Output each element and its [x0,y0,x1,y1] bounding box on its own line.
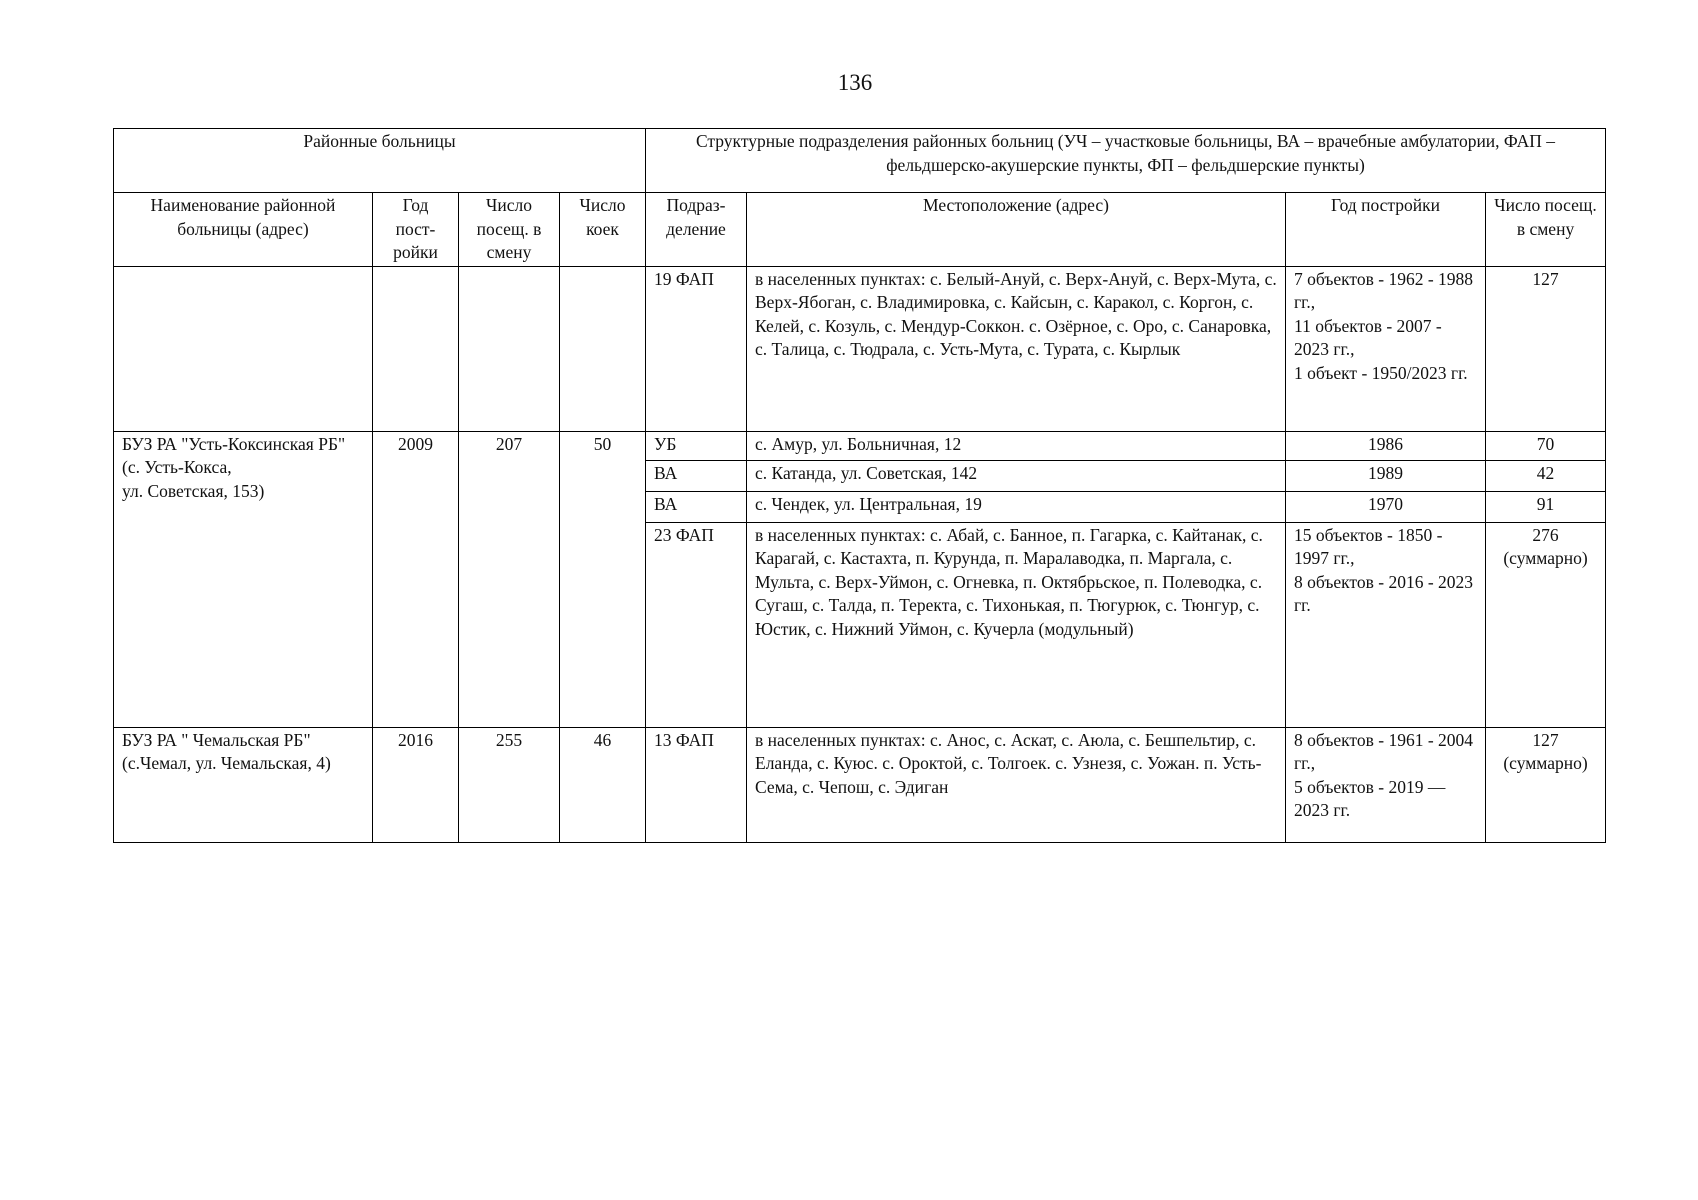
unit-year-cell: 8 объектов - 1961 - 2004 гг., 5 объектов - 2019 — 2023 гг. [1286,727,1486,842]
unit-year-cell: 1970 [1286,491,1486,522]
column-header-unit-build-year: Год постройки [1286,193,1486,267]
hospital-visits-cell: 207 [459,431,560,727]
unit-visits-cell: 70 [1486,431,1606,460]
unit-cell: 23 ФАП [646,522,747,727]
table-row [114,727,1606,842]
unit-year-cell: 1989 [1286,460,1486,491]
hospital-visits-cell [459,266,560,431]
column-header-build-year: Год пост-ройки [373,193,459,267]
group-header-district-hospitals: Районные больницы [114,129,646,193]
column-header-visits: Число посещ. в смену [459,193,560,267]
group-header-structural-units: Структурные подразделения районных больниц (УЧ – участковые больницы, ВА – врачебные амбулатории, ФАП – фельдшерско-акушерские пункты, ФП – фельдшерские пункты) [646,129,1606,193]
column-header-unit-visits: Число посещ. в смену [1486,193,1606,267]
hospital-year-cell: 2009 [373,431,459,727]
unit-cell: 19 ФАП [646,266,747,431]
hospital-beds-cell: 50 [560,431,646,727]
hospital-name-cell: БУЗ РА "Усть-Коксинская РБ" (с. Усть-Кокса, ул. Советская, 153) [114,431,373,727]
column-header-address: Местоположение (адрес) [747,193,1286,267]
address-cell: в населенных пунктах: с. Белый-Ануй, с. Верх-Ануй, с. Верх-Мута, с. Верх-Ябоган, с. Владимировка, с. Кайсын, с. Каракол, с. Коргон, с. Келей, с. Козуль, с. Мендур-Соккон. с. Озёрное, с. Оро, с. Санаровка, с. Талица, с. Тюдрала, с. Усть-Мута, с. Турата, с. Кырлык [747,266,1286,431]
unit-visits-cell: 127 (суммарно) [1486,727,1606,842]
unit-year-cell: 1986 [1286,431,1486,460]
address-cell: с. Чендек, ул. Центральная, 19 [747,491,1286,522]
hospital-name-cell [114,266,373,431]
table-row [114,431,1606,460]
unit-cell: ВА [646,491,747,522]
address-cell: с. Амур, ул. Больничная, 12 [747,431,1286,460]
unit-visits-cell: 91 [1486,491,1606,522]
column-header-hospital-name: Наименование районной больницы (адрес) [114,193,373,267]
unit-year-cell: 15 объектов - 1850 - 1997 гг., 8 объектов - 2016 - 2023 гг. [1286,522,1486,727]
hospital-year-cell: 2016 [373,727,459,842]
unit-cell: УБ [646,431,747,460]
column-header-beds: Число коек [560,193,646,267]
hospitals-table [113,128,1606,843]
page-number: 136 [837,70,873,95]
unit-visits-cell: 127 [1486,266,1606,431]
group-header-row [114,129,1606,193]
hospital-name-cell: БУЗ РА " Чемальская РБ" (с.Чемал, ул. Чемальская, 4) [114,727,373,842]
hospital-beds-cell [560,266,646,431]
table-row [114,266,1606,431]
unit-cell: 13 ФАП [646,727,747,842]
unit-visits-cell: 276 (суммарно) [1486,522,1606,727]
hospital-beds-cell: 46 [560,727,646,842]
address-cell: в населенных пунктах: с. Анос, с. Аскат, с. Аюла, с. Бешпельтир, с. Еланда, с. Куюс. с. Ороктой, с. Толгоек. с. Узнезя, с. Уожан. п. Усть-Сема, с. Чепош, с. Эдиган [747,727,1286,842]
hospital-visits-cell: 255 [459,727,560,842]
address-cell: в населенных пунктах: с. Абай, с. Банное, п. Гагарка, с. Кайтанак, с. Карагай, с. Кастахта, п. Курунда, п. Маралаводка, п. Маргала, с. Мульта, с. Верх-Уймон, с. Огневка, п. Октябрьское, п. Полеводка, с. Сугаш, с. Талда, п. Теректа, с. Тихонькая, п. Тюгурюк, с. Тюнгур, с. Юстик, с. Нижний Уймон, с. Кучерла (модульный) [747,522,1286,727]
unit-cell: ВА [646,460,747,491]
hospital-year-cell [373,266,459,431]
column-header-row [114,193,1606,267]
address-cell: с. Катанда, ул. Советская, 142 [747,460,1286,491]
unit-year-cell: 7 объектов - 1962 - 1988 гг., 11 объектов - 2007 - 2023 гг., 1 объект - 1950/2023 гг. [1286,266,1486,431]
column-header-unit: Подраз-деление [646,193,747,267]
unit-visits-cell: 42 [1486,460,1606,491]
